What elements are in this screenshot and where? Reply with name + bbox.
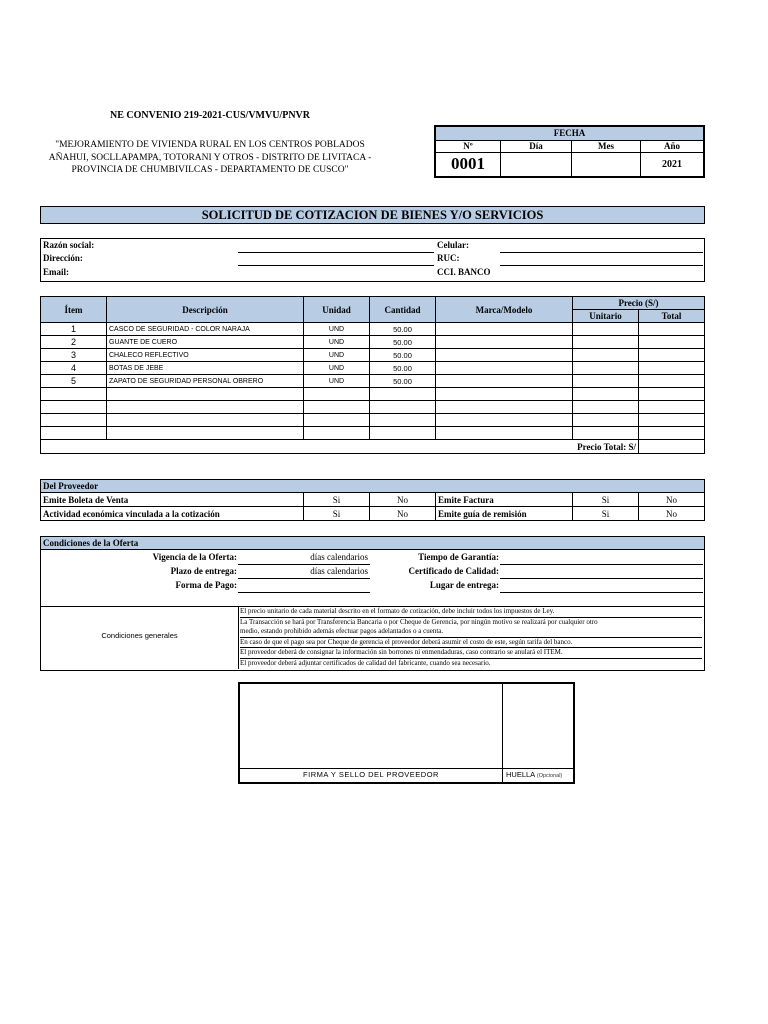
fecha-col-no: Nº: [435, 140, 501, 152]
email-label: Email:: [43, 267, 69, 277]
condicion-item: La Transacción se hará por Transferencia Bancaria o por Cheque de Gerencia, por ningún motivo se realizará por cualquier otro: [240, 617, 598, 626]
header-descripcion: Descripción: [107, 297, 304, 323]
header-unitario: Unitario: [573, 310, 639, 323]
certificado-label: Certificado de Calidad:: [408, 566, 499, 576]
fecha-col-mes: Mes: [572, 140, 641, 152]
item-unit: UND: [304, 362, 370, 375]
guia-no[interactable]: No: [639, 507, 705, 521]
condiciones-title: Condiciones de la Oferta: [41, 537, 704, 550]
ruc-line[interactable]: [500, 265, 703, 266]
garantia-line[interactable]: [500, 564, 703, 565]
huella-opcional: (Opcional): [536, 773, 563, 779]
fecha-col-dia: Día: [501, 140, 572, 152]
item-unit-price-cell[interactable]: [573, 349, 639, 362]
table-row: [41, 401, 705, 414]
supplier-info-box: [40, 238, 705, 282]
firma-box: [238, 682, 575, 784]
precio-total-label: Precio Total: S/: [41, 440, 639, 454]
convenio-title: NE CONVENIO 219-2021-CUS/VMVU/PNVR: [110, 110, 310, 121]
item-brand-cell[interactable]: [436, 375, 573, 388]
vigencia-unit: días calendarios: [310, 552, 368, 562]
header-marca: Marca/Modelo: [436, 297, 573, 323]
actividad-label: Actividad económica vinculada a la cotización: [41, 507, 304, 521]
condiciones-box: [40, 536, 705, 671]
actividad-si[interactable]: Si: [304, 507, 370, 521]
condicion-item: medio, estando prohibido además efectuar pagos adelantados o a cuenta.: [240, 627, 702, 638]
condicion-item: El precio unitario de cada material descrito en el formato de cotización, debe incluir todos los impuestos de Ley.: [240, 607, 702, 618]
item-number: 3: [41, 349, 107, 362]
fecha-mes[interactable]: [572, 152, 641, 177]
firma-area[interactable]: [240, 684, 502, 768]
guia-label: Emite guía de remisión: [436, 507, 573, 521]
fecha-numero: 0001: [435, 152, 501, 177]
item-unit: UND: [304, 349, 370, 362]
item-total-cell[interactable]: [639, 336, 705, 349]
item-brand-cell[interactable]: [436, 336, 573, 349]
condicion-item: El proveedor deberá de consignar la información sin borrones ni enmendaduras, caso contrario se anulará el ITEM.: [240, 648, 702, 659]
table-row: [41, 375, 705, 388]
direccion-line[interactable]: [238, 265, 434, 266]
guia-si[interactable]: Si: [573, 507, 639, 521]
table-row: [41, 414, 705, 427]
condicion-item: El proveedor deberá adjuntar certificados de calidad del fabricante, cuando sea necesario.: [240, 658, 491, 667]
plazo-line[interactable]: [238, 578, 370, 579]
item-unit-price-cell[interactable]: [573, 336, 639, 349]
celular-line[interactable]: [500, 252, 703, 253]
header-cantidad: Cantidad: [370, 297, 436, 323]
project-line: "MEJORAMIENTO DE VIVIENDA RURAL EN LOS CENTROS POBLADOS: [55, 140, 365, 150]
proveedor-title: Del Proveedor: [41, 480, 705, 493]
firma-label: FIRMA Y SELLO DEL PROVEEDOR: [303, 770, 439, 779]
item-description: GUANTE DE CUERO: [107, 336, 304, 349]
item-description: CASCO DE SEGURIDAD - COLOR NARAJA: [107, 323, 304, 336]
item-brand-cell[interactable]: [436, 362, 573, 375]
items-table: [40, 296, 705, 454]
item-unit-price-cell[interactable]: [573, 362, 639, 375]
condiciones-vertical-divider: [238, 606, 239, 669]
boleta-no[interactable]: No: [370, 493, 436, 507]
fecha-title: FECHA: [435, 126, 704, 140]
vigencia-line[interactable]: [238, 564, 370, 565]
condiciones-generales-label: Condiciones generales: [101, 631, 178, 640]
certificado-line[interactable]: [500, 578, 703, 579]
header-item: Ítem: [41, 297, 107, 323]
header-total: Total: [639, 310, 705, 323]
project-description: [30, 139, 390, 177]
item-quantity: 50.00: [370, 362, 436, 375]
razon-social-label: Razón social:: [43, 240, 95, 250]
item-number: 1: [41, 323, 107, 336]
forma-pago-line[interactable]: [238, 592, 370, 593]
header-unidad: Unidad: [304, 297, 370, 323]
fecha-dia[interactable]: [501, 152, 572, 177]
item-description: CHALECO REFLECTIVO: [107, 349, 304, 362]
boleta-label: Emite Boleta de Venta: [41, 493, 304, 507]
celular-label: Celular:: [437, 240, 469, 250]
item-quantity: 50.00: [370, 323, 436, 336]
table-row: [41, 362, 705, 375]
project-line: AÑAHUI, SOCLLAPAMPA, TOTORANI Y OTROS - DISTRITO DE LIVITACA -: [48, 152, 372, 163]
item-unit-price-cell[interactable]: [573, 375, 639, 388]
condiciones-generales-list: [240, 607, 702, 668]
fecha-col-anio: Año: [641, 140, 705, 152]
forma-pago-label: Forma de Pago:: [175, 580, 237, 590]
table-row: [41, 388, 705, 401]
direccion-label: Dirección:: [43, 253, 83, 263]
header-precio: Precio (S/): [573, 297, 705, 310]
item-number: 4: [41, 362, 107, 375]
document-title: SOLICITUD DE COTIZACION DE BIENES Y/O SERVICIOS: [40, 206, 705, 224]
item-number: 2: [41, 336, 107, 349]
item-description: ZAPATO DE SEGURIDAD PERSONAL OBRERO: [107, 375, 304, 388]
table-row: [41, 336, 705, 349]
item-unit-price-cell[interactable]: [573, 323, 639, 336]
razon-social-line[interactable]: [238, 252, 434, 253]
fecha-box: [434, 125, 705, 178]
fecha-anio: 2021: [641, 152, 705, 177]
item-unit: UND: [304, 375, 370, 388]
factura-si[interactable]: Si: [573, 493, 639, 507]
plazo-unit: días calendarios: [310, 566, 368, 576]
proveedor-table: [40, 479, 705, 521]
item-brand-cell[interactable]: [436, 349, 573, 362]
item-quantity: 50.00: [370, 375, 436, 388]
item-total-cell[interactable]: [639, 323, 705, 336]
table-row: [41, 349, 705, 362]
lugar-line[interactable]: [500, 592, 703, 593]
item-number: 5: [41, 375, 107, 388]
table-row: [41, 323, 705, 336]
lugar-label: Lugar de entrega:: [429, 580, 499, 590]
condicion-item: En caso de que el pago sea por Cheque de gerencia el proveedor deberá asumir el costo de este, según tarifa del banco.: [240, 638, 702, 649]
item-total-cell[interactable]: [639, 375, 705, 388]
item-total-cell[interactable]: [639, 349, 705, 362]
project-line: PROVINCIA DE CHUMBIVILCAS - DEPARTAMENTO DE CUSCO": [71, 165, 349, 175]
item-total-cell[interactable]: [639, 362, 705, 375]
factura-no[interactable]: No: [639, 493, 705, 507]
item-brand-cell[interactable]: [436, 323, 573, 336]
item-description: BOTAS DE JEBE: [107, 362, 304, 375]
actividad-no[interactable]: No: [370, 507, 436, 521]
boleta-si[interactable]: Si: [304, 493, 370, 507]
table-row: [41, 427, 705, 440]
item-unit: UND: [304, 336, 370, 349]
item-quantity: 50.00: [370, 336, 436, 349]
huella-label: HUELLA: [506, 770, 535, 779]
item-unit: UND: [304, 323, 370, 336]
firma-bottom-line: [240, 768, 573, 769]
precio-total-value[interactable]: [639, 440, 705, 454]
huella-area[interactable]: [503, 684, 573, 768]
factura-label: Emite Factura: [436, 493, 573, 507]
plazo-label: Plazo de entrega:: [170, 566, 237, 576]
ruc-label: RUC:: [437, 253, 460, 263]
vigencia-label: Vigencia de la Oferta:: [152, 552, 237, 562]
huella-caption: [506, 770, 576, 779]
item-quantity: 50.00: [370, 349, 436, 362]
garantia-label: Tiempo de Garantía:: [418, 552, 499, 562]
cci-label: CCI. BANCO: [437, 267, 491, 277]
